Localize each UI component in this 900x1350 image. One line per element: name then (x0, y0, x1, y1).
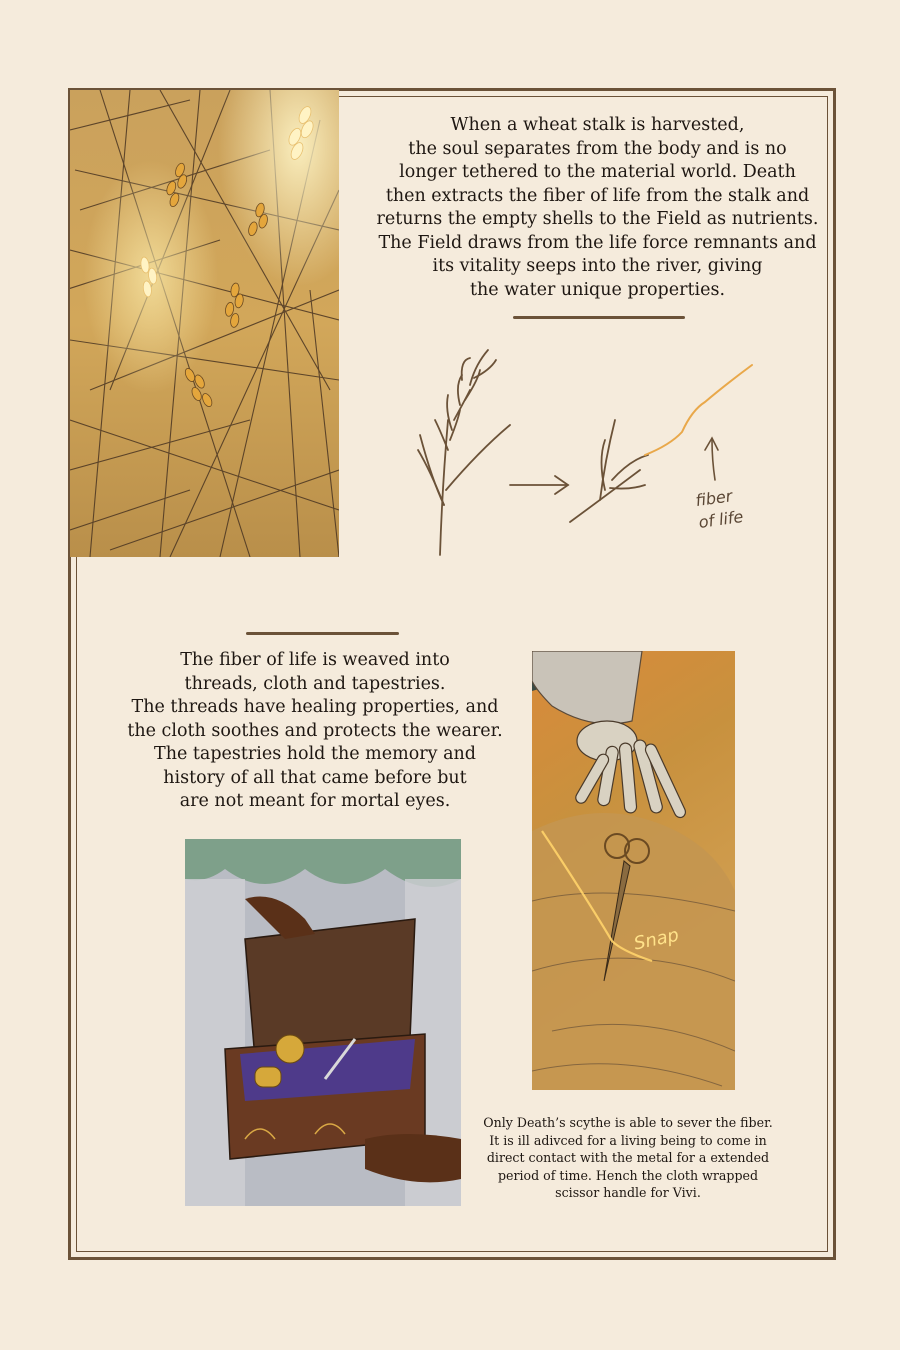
wheat-field-panel (70, 90, 339, 557)
caption-line: scissor handle for Vivi. (555, 1185, 701, 1200)
paragraph-line: returns the empty shells to the Field as nutrients. (376, 209, 819, 229)
paragraph-line: then extracts the fiber of life from the stalk and (385, 185, 810, 206)
paragraph-line: The fiber of life is weaved into (180, 650, 450, 670)
section2-paragraph (100, 649, 530, 814)
fiber-of-life-strand (645, 365, 752, 455)
paragraph-line: The threads have healing properties, and (131, 697, 499, 717)
paragraph-line: its vitality seeps into the river, giving (432, 256, 763, 276)
caption-line: period of time. Hench the cloth wrapped (497, 1167, 759, 1183)
paragraph-line: The tapestries hold the memory and (154, 744, 476, 764)
empty-stalk-icon (570, 420, 648, 522)
sewing-box-panel (185, 839, 461, 1206)
skeleton-scissors-panel (532, 651, 735, 1090)
caption-line: It is ill adivced for a living being to come in (489, 1132, 767, 1148)
paragraph-line: are not meant for mortal eyes. (179, 791, 451, 811)
section1-divider (513, 316, 685, 319)
paragraph-line: the water unique properties. (469, 279, 726, 300)
paragraph-line: the soul separates from the body and is no (408, 138, 787, 159)
paragraph-line: The Field draws from the life force remnants and (378, 232, 817, 253)
paragraph-line: longer tethered to the material world. Death (399, 162, 796, 182)
paragraph-line: the cloth soothes and protects the wearer. (127, 720, 503, 741)
arrow-up-icon (705, 438, 718, 480)
paragraph-line: history of all that came before but (163, 767, 467, 788)
arrow-right-icon (510, 476, 568, 494)
caption-line: Only Death’s scythe is able to sever the fiber. (483, 1115, 773, 1130)
caption-line: direct contact with the metal for a extended (486, 1150, 770, 1165)
wheat-stalk-icon (418, 350, 510, 555)
section2-divider (246, 632, 399, 635)
snap-sfx: Snap (632, 924, 681, 955)
scissors-caption (478, 1114, 778, 1202)
section1-paragraph (370, 114, 825, 302)
fiber-of-life-label: fiber of life (694, 486, 745, 532)
paragraph-line: When a wheat stalk is harvested, (450, 115, 745, 135)
paragraph-line: threads, cloth and tapestries. (184, 673, 446, 694)
